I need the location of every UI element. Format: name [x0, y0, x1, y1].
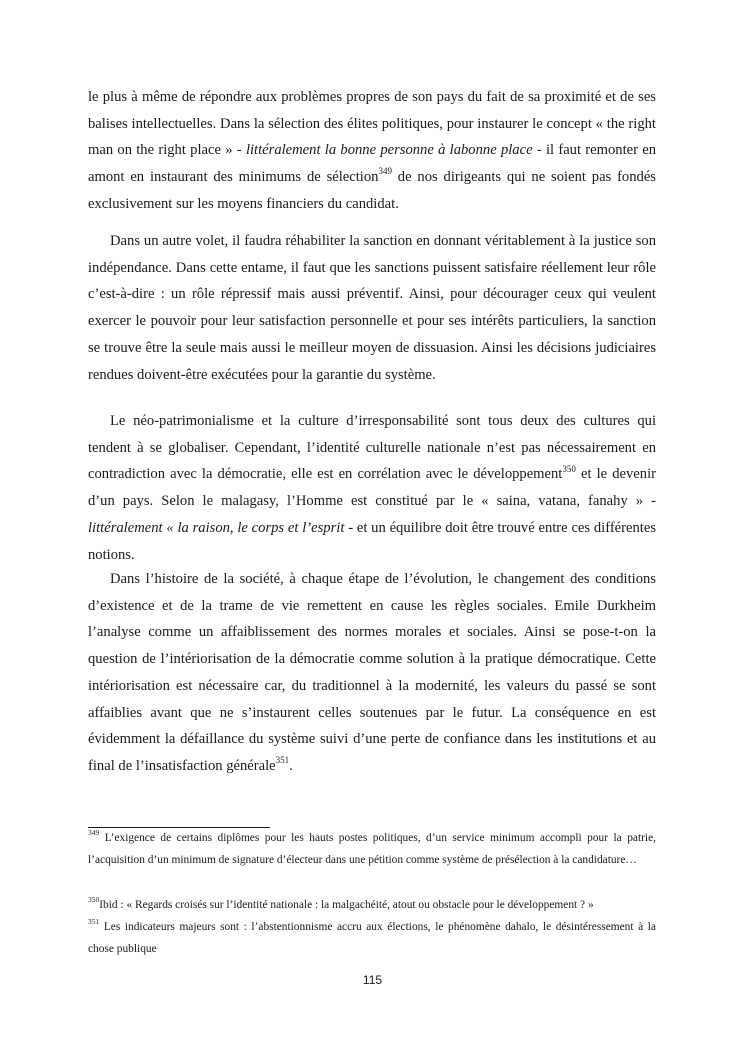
page-number: 115	[362, 973, 383, 987]
paragraph-1-text-a: le plus à même de répondre aux problèmes propres de son pays du fait de sa proximité et de ses balises intellectuelles. Dans la sélection des élites politiques, pour instaurer le concept « the right man on the right place » -	[88, 89, 656, 159]
footnote-ref-351[interactable]: 351	[275, 755, 290, 766]
footnote-text: L’exigence de certains diplômes pour les hauts postes politiques, d’un service minimum accompli pour la patrie, l’acquisition d’un minimum de signature d’électeur dans une pétition comme système de présélection à la candidature…	[88, 832, 656, 866]
paragraph-4-text-a: Dans l’histoire de la société, à chaque étape de l’évolution, le changement des conditions d’existence et de la trame de vie remettent en cause les règles sociales. Emile Durkheim l’analyse comme un affaiblissement des normes morales et sociales. Ainsi se pose-t-on la question de l’intériorisation de la démocratie comme solution à la pratique démocratique. Cette intériorisation est nécessaire car, du traditionnel à la modernité, les valeurs du passé se sont affaiblies avant que ne s’instaurent celles soutenues par le futur. La conséquence en est évidemment la défaillance du système suivi d’une perte de confiance dans les institutions et au final de l’insatisfaction générale	[88, 571, 656, 774]
paragraph-3-text-c: - et un équilibre doit être trouvé entre ces différentes notions.	[88, 519, 657, 563]
paragraph-4-text-b: .	[289, 757, 293, 774]
paragraph-3	[88, 408, 656, 568]
paragraph-1-text-c: de nos dirigeants qui ne soient pas fondés exclusivement sur les moyens financiers du candidat.	[88, 169, 656, 212]
paragraph-3-text-b: et le devenir d’un pays. Selon le malagasy, l’Homme est constitué par le « saina, vatana, fanahy » -	[88, 466, 656, 510]
paragraph-2-text: Dans un autre volet, il faudra réhabiliter la sanction en donnant véritablement à la justice son indépendance. Dans cette entame, il faut que les sanctions puissent satisfaire réellement leur rôle c’est-à-dire : un rôle répressif mais aussi préventif. Ainsi, pour décourager ceux qui veulent exercer le pouvoir pour leur satisfaction personnelle et pour ses intérêts particuliers, la sanction se trouve être la seule mais aussi le meilleur moyen de dissuasion. Ainsi les décisions judiciaires rendues doivent-être exécutées pour la garantie du système.	[88, 233, 656, 383]
footnote-number: 349	[88, 828, 100, 838]
footnote-351	[88, 917, 656, 960]
paragraph-2	[88, 228, 656, 388]
footnote-number: 351	[88, 917, 100, 927]
paragraph-1-text-b: - il faut remonter en amont en instaurant des minimums de sélection	[88, 142, 657, 186]
paragraph-3-italic: littéralement « la raison, le corps et l’esprit	[88, 519, 345, 536]
footnote-ref-350[interactable]: 350	[562, 463, 576, 474]
paragraph-1-italic: littéralement la bonne personne à labonne place	[245, 142, 533, 159]
footnote-349	[88, 828, 656, 871]
paragraph-4	[88, 566, 656, 780]
footnote-text: Les indicateurs majeurs sont : l’abstentionnisme accru aux élections, le phénomène dahalo, le désintéressement à la chose publique	[88, 921, 656, 955]
paragraph-3-text-a: Le néo-patrimonialisme et la culture d’irresponsabilité sont tous deux des cultures qui tendent à se globaliser. Cependant, l’identité culturelle nationale n’est pas nécessairement en contradiction avec la démocratie, elle est en corrélation avec le développement	[88, 413, 656, 483]
footnote-ref-349[interactable]: 349	[378, 166, 392, 177]
paragraph-1	[88, 84, 656, 218]
footnote-text: Ibid : « Regards croisés sur l’identité nationale : la malgachéité, atout ou obstacle pour le développement ? »	[99, 899, 594, 911]
footnote-number: 350	[88, 895, 100, 905]
footnote-350	[88, 895, 656, 917]
